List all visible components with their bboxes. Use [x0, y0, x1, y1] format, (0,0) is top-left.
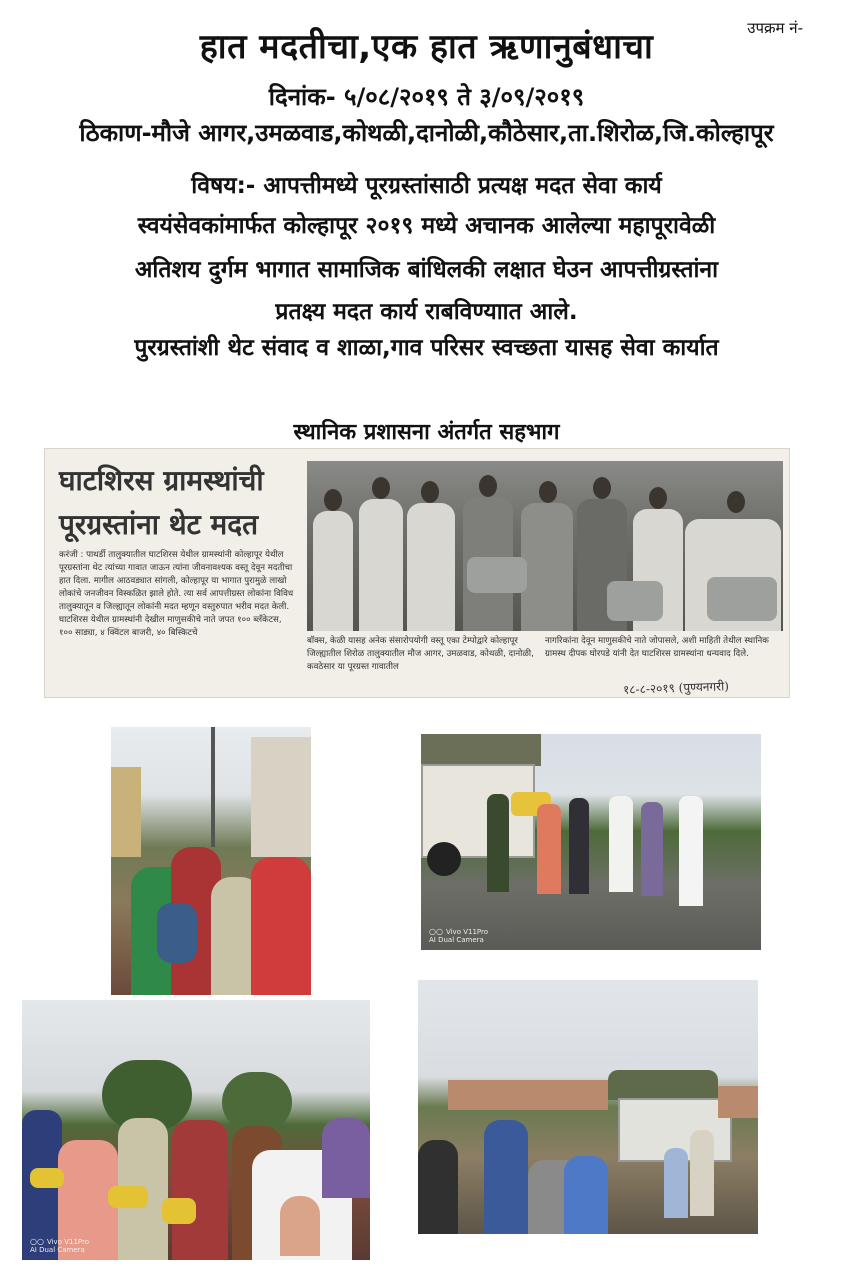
- photo-banana-distribution: [22, 1000, 370, 1260]
- camera-watermark: ○○ Vivo V11Pro AI Dual Camera: [429, 927, 488, 944]
- newspaper-clipping: [44, 448, 790, 698]
- location-line: ठिकाण-मौजे आगर,उमळवाड,कोथळी,दानोळी,कौठेसार,ता.शिरोळ,जि.कोल्हापूर: [79, 119, 774, 147]
- clipping-column-2: बॉक्स, केळी यासह अनेक संसारोपयोगी वस्तू एका टेम्पोद्वारे कोल्हापूर जिल्ह्यातील शिरोळ तालुक्यातील मौज आगर, उमळवाड, कोथळी, दानोळी, कवठेसार या पूरग्रस्त गावातील: [307, 636, 534, 672]
- clipping-headline-2: पूरग्रस्तांना थेट मदत: [59, 508, 259, 541]
- upakram-number-label: उपक्रम नं-: [747, 19, 803, 37]
- camera-watermark: ○○ Vivo V11Pro AI Dual Camera: [30, 1237, 89, 1254]
- press-photo: [307, 461, 783, 631]
- handwritten-date-note: १८-८-२०१९ (पुण्यनगरी): [622, 679, 730, 697]
- photo-school-ground: [418, 980, 758, 1234]
- description-line-2: अतिशय दुर्गम भागात सामाजिक बांधिलकी लक्षात घेउन आपत्तीग्रस्तांना: [134, 257, 719, 283]
- page-title: हात मदतीचा,एक हात ऋणानुबंधाचा: [199, 27, 654, 67]
- description-line-3: प्रतक्ष्य मदत कार्य राबविण्याात आले.: [275, 299, 578, 325]
- description-line-1: स्वयंसेवकांमार्फत कोल्हापूर २०१९ मध्ये अचानक आलेल्या महापूरावेळी: [137, 213, 716, 239]
- clipping-headline-1: घाटशिरस ग्रामस्थांची: [59, 464, 264, 497]
- subject-line: विषय:- आपत्तीमध्ये पूरग्रस्तांसाठी प्रत्यक्ष मदत सेवा कार्य: [191, 173, 662, 199]
- clipping-column-1: करंजी : पाथर्डी तालुक्यातील घाटशिरस येथील ग्रामस्थांनी कोल्हापूर येथील पूरग्रस्तांना थेट त्यांच्या गावात जाऊन त्यांना जीवनावश्यक वस्तू देवून मदतीचा हात दिला. मागील आठवड्यात सांगली, कोल्हापूर या भागात पुरामुळे लाखो लोकांचे जनजीवन विस्कळित झाले होते. त्या सर्व आपत्तीग्रस्त लोकांना विविध तालुक्यातून व जिल्ह्यातून लोकांनी मदत म्हणून वस्तुरुपात भरीव मदत केली. घाटशिरस येथील ग्रामस्थांनी देखील माणुसकीचे नाते जपत १०० ब्लँकेटस, १०० साड्या, ४ क्विंटल बाजरी, ४० बिस्किटचे: [59, 550, 294, 638]
- photo-food-distribution: [111, 727, 311, 995]
- clipping-column-3: नागरिकांना देवून माणुसकीचे नाते जोपासले, अशी माहिती तेथील स्थानिक ग्रामस्थ दीपक घोरपडे यांनी देत घाटशिरस ग्रामस्थांना धन्यवाद दिले.: [545, 636, 769, 659]
- section-heading: स्थानिक प्रशासना अंतर्गत सहभाग: [293, 420, 560, 445]
- date-range: दिनांक- ५/०८/२०१९ ते ३/०९/२०१९: [268, 83, 585, 111]
- description-line-4: पुरग्रस्तांशी थेट संवाद व शाळा,गाव परिसर स्वच्छता यासह सेवा कार्यात: [134, 335, 719, 361]
- photo-truck-volunteers[interactable]: [421, 734, 761, 950]
